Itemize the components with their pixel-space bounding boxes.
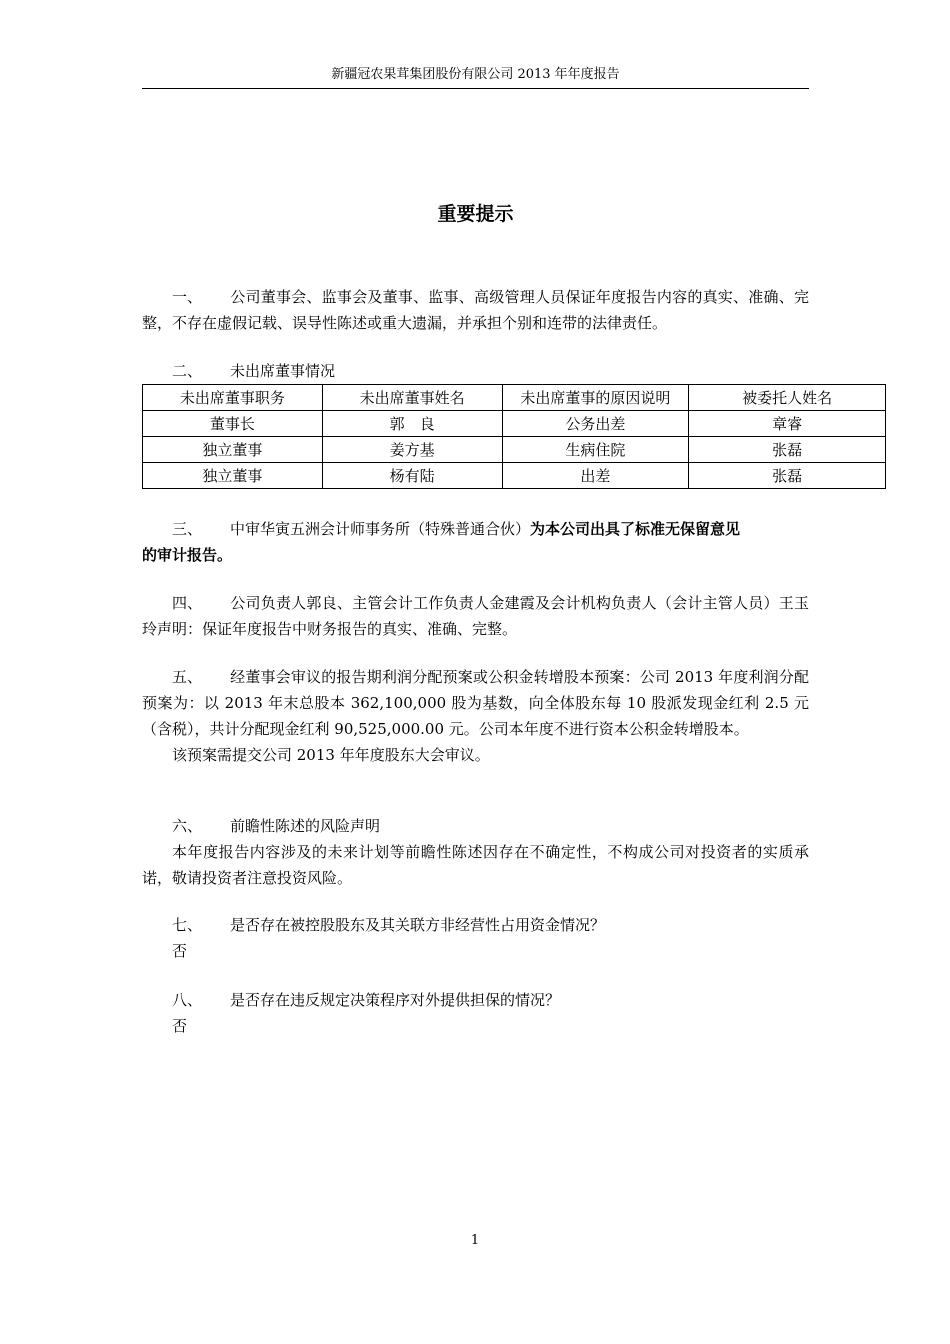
section-2 <box>142 358 809 384</box>
table-cell: 杨有陆 <box>322 463 502 489</box>
absent-directors-table <box>142 384 886 489</box>
table-row <box>143 411 886 437</box>
table-cell: 独立董事 <box>143 463 323 489</box>
section-6-text: 前瞻性陈述的风险声明 <box>230 817 381 835</box>
section-3 <box>142 516 809 568</box>
table-cell: 董事长 <box>143 411 323 437</box>
table-cell: 张磊 <box>689 437 886 463</box>
section-7-answer: 否 <box>172 942 188 960</box>
section-8-answer: 否 <box>172 1017 188 1035</box>
table-header-cell: 未出席董事的原因说明 <box>502 385 689 411</box>
section-6-number: 六、 <box>172 817 203 835</box>
section-7 <box>142 912 809 964</box>
table-header-row <box>143 385 886 411</box>
section-1-text: 公司董事会、监事会及董事、监事、高级管理人员保证年度报告内容的真实、准确、完整，不存在虚假记载、误导性陈述或重大遗漏，并承担个别和连带的法律责任。 <box>142 288 809 332</box>
section-6 <box>142 813 809 891</box>
section-5-text: 经董事会审议的报告期利润分配预案或公积金转增股本预案：公司 2013 年度利润分配预案为：以 2013 年末总股本 362,100,000 股为基数，向全体股东每 10 股派发现金红利 2.5 元（含税），共计分配现金红利 90,525,000.00 元。公司本年度不进行资本公积金转增股本。 <box>142 668 809 738</box>
section-2-text: 未出席董事情况 <box>230 362 336 380</box>
table-cell: 独立董事 <box>143 437 323 463</box>
section-6-body: 本年度报告内容涉及的未来计划等前瞻性陈述因存在不确定性，不构成公司对投资者的实质承诺，敬请投资者注意投资风险。 <box>142 843 809 887</box>
table-row <box>143 463 886 489</box>
section-3-bold-text: 为本公司出具了标准无保留意见 <box>530 520 741 538</box>
page-title: 重要提示 <box>437 203 514 225</box>
section-1 <box>142 284 809 336</box>
table-cell: 张磊 <box>689 463 886 489</box>
section-2-number: 二、 <box>172 362 203 380</box>
table-cell: 公务出差 <box>502 411 689 437</box>
page-number: 1 <box>470 1233 480 1248</box>
table-cell: 出差 <box>502 463 689 489</box>
section-5-number: 五、 <box>172 668 203 686</box>
section-3-number: 三、 <box>172 520 203 538</box>
section-1-number: 一、 <box>172 288 203 306</box>
table-header-cell: 未出席董事职务 <box>143 385 323 411</box>
section-7-text: 是否存在被控股股东及其关联方非经营性占用资金情况？ <box>230 916 606 934</box>
table-header-cell: 被委托人姓名 <box>689 385 886 411</box>
table-header-cell: 未出席董事姓名 <box>322 385 502 411</box>
table-cell: 生病住院 <box>502 437 689 463</box>
page-header: 新疆冠农果茸集团股份有限公司 2013 年年度报告 <box>331 67 620 82</box>
table-cell: 郭 良 <box>322 411 502 437</box>
section-5 <box>142 664 809 768</box>
header-rule <box>142 88 809 89</box>
table-row <box>143 437 886 463</box>
section-5-note: 该预案需提交公司 2013 年年度股东大会审议。 <box>172 746 490 764</box>
section-4-text: 公司负责人郭良、主管会计工作负责人金建霞及会计机构负责人（会计主管人员）王玉玲声明：保证年度报告中财务报告的真实、准确、完整。 <box>142 594 809 638</box>
section-3-bold-continuation: 的审计报告。 <box>142 546 233 564</box>
section-3-text: 中审华寅五洲会计师事务所（特殊普通合伙） <box>230 520 531 538</box>
table-cell: 姜方基 <box>322 437 502 463</box>
section-4 <box>142 590 809 642</box>
table-cell: 章睿 <box>689 411 886 437</box>
section-8-number: 八、 <box>172 991 203 1009</box>
section-4-number: 四、 <box>172 594 203 612</box>
section-8-text: 是否存在违反规定决策程序对外提供担保的情况？ <box>230 991 561 1009</box>
section-8 <box>142 987 809 1039</box>
section-7-number: 七、 <box>172 916 203 934</box>
